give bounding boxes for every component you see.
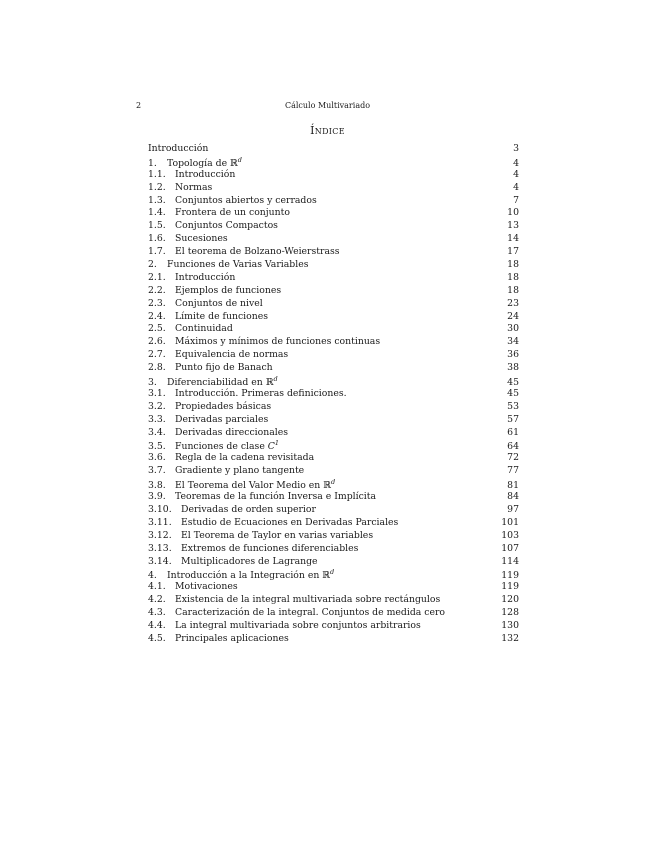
toc-entry-number: 2.2. [148, 284, 166, 296]
toc-entry-superscript: d [330, 568, 335, 577]
toc-entry-title [181, 556, 499, 567]
toc-entry-title [175, 633, 499, 644]
toc-entry[interactable] [148, 414, 519, 427]
toc-entry-page: 53 [507, 400, 519, 412]
toc-entry-title [175, 414, 499, 425]
toc-entry[interactable] [148, 388, 519, 401]
toc-entry-title [175, 478, 499, 491]
toc-entry-title [148, 143, 499, 154]
toc-entry-title [175, 311, 499, 322]
toc-entry-page: 45 [507, 387, 519, 399]
toc-entry-number: 3.14. [148, 555, 172, 567]
toc-entry-page: 24 [507, 310, 519, 322]
toc-entry-number: 3.3. [148, 413, 166, 425]
toc-entry-title-text: Máximos y mínimos de funciones continuas [175, 336, 381, 348]
toc-entry[interactable] [148, 323, 519, 336]
toc-entry-page: 10 [507, 207, 519, 219]
toc-entry-title-text: Multiplicadores de Lagrange [181, 555, 318, 567]
toc-entry[interactable] [148, 182, 519, 195]
toc-entry-page: 101 [501, 516, 519, 528]
toc-entry-page: 13 [507, 220, 519, 232]
toc-entry-title-text: Topología de ℝ [167, 157, 238, 169]
toc-entry-page: 4 [513, 157, 519, 169]
toc-entry-page: 3 [513, 143, 519, 154]
toc-entry-title [175, 233, 499, 244]
toc-entry-title-text: Regla de la cadena revisitada [175, 452, 315, 464]
toc-entry-title [167, 259, 499, 270]
toc-entry-number: 2.1. [148, 271, 166, 283]
toc-entry-superscript: d [330, 478, 336, 487]
toc-entry-title-text: Ejemplos de funciones [175, 284, 282, 296]
toc-entry-title-text: Extremos de funciones diferenciables [181, 542, 359, 554]
toc-entry-page: 4 [513, 168, 519, 180]
toc-entry[interactable] [148, 285, 519, 298]
toc-entry-number: 1.3. [148, 194, 166, 206]
toc-entry-number: 4.5. [148, 632, 166, 644]
toc-entry-title [167, 375, 499, 388]
toc-heading-initial: Í [310, 124, 315, 137]
toc-entry-page: 18 [507, 271, 519, 283]
toc-entry-title [175, 272, 499, 283]
toc-entry[interactable] [148, 311, 519, 324]
toc-entry-title-text: El Teorema del Valor Medio en ℝ [175, 480, 331, 492]
toc-entry-page: 84 [507, 491, 519, 503]
toc-entry-number: 3.13. [148, 542, 172, 554]
toc-entry-number: 3.8. [148, 480, 166, 492]
toc-entry-number: 2.3. [148, 297, 166, 309]
toc-entry-title-text: Sucesiones [175, 233, 228, 245]
toc-entry-number: 4.4. [148, 619, 166, 631]
toc-entry-page: 18 [507, 259, 519, 271]
toc-entry[interactable] [148, 439, 519, 452]
toc-entry-number: 2.5. [148, 323, 166, 335]
toc-entry-title [175, 220, 499, 231]
toc-entry-page: 119 [501, 570, 519, 582]
toc-entry[interactable] [148, 220, 519, 233]
toc-entry-number: 3.10. [148, 503, 172, 515]
toc-entry[interactable] [148, 233, 519, 246]
toc-entry-title-text: Derivadas de orden superior [181, 503, 316, 515]
toc-entry-title [175, 607, 499, 618]
toc-entry-title-text: Principales aplicaciones [175, 632, 289, 644]
toc-entry[interactable] [148, 465, 519, 478]
toc-entry-number: 1. [148, 157, 157, 169]
toc-entry-title-text: Propiedades básicas [175, 400, 272, 412]
toc-entry-number: 1.7. [148, 246, 166, 258]
toc-entry-number: 2.4. [148, 310, 166, 322]
toc-entry-title-text: Conjuntos abiertos y cerrados [175, 194, 317, 206]
toc-entry-number: 1.1. [148, 168, 166, 180]
toc-entry[interactable] [148, 478, 519, 491]
toc-entry-title-text: Caracterización de la integral. Conjuntos de medida cero [175, 607, 446, 619]
toc-entry-page: 17 [507, 246, 519, 258]
toc-entry-title-text: Teoremas de la función Inversa e Implícita [175, 491, 377, 503]
toc-entry-title [175, 594, 499, 605]
toc-entry-number: 3.12. [148, 529, 172, 541]
toc-entry-number: 2.6. [148, 336, 166, 348]
toc-entry-page: 61 [507, 426, 519, 438]
toc-entry-page: 30 [507, 323, 519, 335]
toc-entry-title-text: Existencia de la integral multivariada sobre rectángulos [175, 594, 441, 606]
toc-entry-title-text: Derivadas parciales [175, 413, 269, 425]
toc-entry-title-text: El teorema de Bolzano-Weierstrass [175, 246, 340, 258]
toc-entry[interactable] [148, 401, 519, 414]
toc-entry-title-text: Conjuntos de nivel [175, 297, 263, 309]
toc-entry-number: 1.2. [148, 181, 166, 193]
toc-entry-title-text: Derivadas direccionales [175, 426, 289, 438]
toc-entry-title-text: Funciones de Varias Variables [167, 259, 309, 271]
toc-entry-title-text: Introducción. Primeras definiciones. [175, 387, 347, 399]
toc-entry-title-text: Equivalencia de normas [175, 349, 289, 361]
toc-entry-page: 57 [507, 413, 519, 425]
toc-entry[interactable] [148, 349, 519, 362]
toc-entry[interactable] [148, 246, 519, 259]
toc-entry-page: 45 [507, 377, 519, 389]
toc-entry-page: 97 [507, 503, 519, 515]
toc-entry-title [175, 182, 499, 193]
toc-entry[interactable] [148, 195, 519, 208]
toc-entry[interactable] [148, 169, 519, 182]
toc-entry[interactable] [148, 581, 519, 594]
toc-entry-number: 4. [148, 570, 157, 582]
toc-entry[interactable] [148, 594, 519, 607]
toc-entry-number: 3.7. [148, 465, 166, 477]
toc-entry-title [175, 362, 499, 373]
toc-entry-page: 34 [507, 336, 519, 348]
toc-entry-title [175, 581, 499, 592]
toc-entry-title [175, 169, 499, 180]
toc-entry-page: 64 [507, 441, 519, 453]
toc-entry[interactable] [148, 543, 519, 556]
toc-entry[interactable] [148, 298, 519, 311]
toc-entry-title-text: Estudio de Ecuaciones en Derivadas Parciales [181, 516, 399, 528]
toc-entry[interactable] [148, 156, 519, 169]
toc-entry[interactable] [148, 452, 519, 465]
toc-entry-number: 3.6. [148, 452, 166, 464]
toc-entry-page: 119 [501, 581, 519, 593]
toc-heading-rest: NDICE [314, 127, 345, 136]
toc-entry[interactable] [148, 556, 519, 569]
toc-entry-title [175, 452, 499, 463]
toc-entry-title-text: Diferenciabilidad en ℝ [167, 377, 274, 389]
toc-entry-superscript: d [237, 155, 242, 164]
toc-entry-number: 3. [148, 377, 157, 389]
toc-entry-title-text: Punto fijo de Banach [175, 362, 273, 374]
table-of-contents [148, 143, 519, 646]
toc-entry-page: 23 [507, 297, 519, 309]
toc-entry[interactable] [148, 272, 519, 285]
toc-entry-number: 3.11. [148, 516, 172, 528]
toc-entry[interactable] [148, 375, 519, 388]
toc-entry-title [167, 156, 499, 169]
page-number: 2 [136, 101, 142, 110]
toc-entry-page: 114 [501, 555, 519, 567]
toc-entry-page: 130 [501, 619, 519, 631]
toc-entry-title-text: Conjuntos Compactos [175, 220, 278, 232]
toc-entry-number: 3.5. [148, 441, 166, 453]
toc-entry[interactable] [148, 427, 519, 440]
toc-entry-title [175, 349, 499, 360]
toc-entry-title [175, 285, 499, 296]
toc-entry-number: 1.6. [148, 233, 166, 245]
toc-entry-page: 103 [501, 529, 519, 541]
toc-entry-title [167, 568, 499, 581]
toc-entry-page: 14 [507, 233, 519, 245]
toc-entry-title [175, 195, 499, 206]
toc-entry-title [175, 207, 499, 218]
toc-entry-title [175, 439, 499, 452]
toc-entry-page: 81 [507, 480, 519, 492]
toc-entry-number: 4.3. [148, 607, 166, 619]
toc-entry[interactable] [148, 336, 519, 349]
toc-entry-title [175, 401, 499, 412]
toc-entry-number: 3.1. [148, 387, 166, 399]
toc-entry[interactable] [148, 517, 519, 530]
toc-entry-page: 128 [501, 607, 519, 619]
toc-entry-title-text: Introducción [175, 271, 236, 283]
toc-entry[interactable] [148, 633, 519, 646]
toc-entry-title-text: El Teorema de Taylor en varias variables [181, 529, 374, 541]
toc-entry-number: 1.5. [148, 220, 166, 232]
toc-entry-page: 38 [507, 362, 519, 374]
toc-entry-title-text: Gradiente y plano tangente [175, 465, 305, 477]
toc-entry[interactable] [148, 143, 519, 156]
toc-entry-title-text: Introducción [175, 168, 236, 180]
toc-entry-title [181, 504, 499, 515]
toc-entry-page: 72 [507, 452, 519, 464]
toc-entry-title [175, 246, 499, 257]
toc-entry-page: 7 [513, 194, 519, 206]
toc-entry[interactable] [148, 362, 519, 375]
toc-entry-number: 3.9. [148, 491, 166, 503]
toc-entry-title [175, 491, 499, 502]
toc-entry-page: 107 [501, 542, 519, 554]
toc-entry-title [181, 530, 499, 541]
toc-entry-number: 1.4. [148, 207, 166, 219]
toc-entry[interactable] [148, 259, 519, 272]
toc-entry-page: 18 [507, 284, 519, 296]
toc-entry-number: 2.8. [148, 362, 166, 374]
toc-entry-number: 3.2. [148, 400, 166, 412]
toc-entry-title [175, 336, 499, 347]
toc-entry-number: 4.1. [148, 581, 166, 593]
toc-entry-page: 120 [501, 594, 519, 606]
toc-entry-math: C [267, 441, 275, 453]
toc-entry-title-text: Normas [175, 181, 213, 193]
toc-entry[interactable] [148, 491, 519, 504]
toc-entry-page: 4 [513, 181, 519, 193]
toc-entry-title-text: Introducción a la Integración en ℝ [167, 570, 330, 582]
toc-entry-title-text: Funciones de clase [175, 441, 268, 453]
toc-entry[interactable] [148, 207, 519, 220]
toc-entry-number: 3.4. [148, 426, 166, 438]
toc-entry-superscript: d [273, 375, 278, 384]
toc-entry-page: 36 [507, 349, 519, 361]
toc-entry-title [181, 543, 499, 554]
running-head: Cálculo Multivariado [284, 101, 371, 110]
toc-entry-title-text: Límite de funciones [175, 310, 268, 322]
toc-heading [0, 124, 655, 137]
toc-entry-title [175, 465, 499, 476]
toc-entry-number: 4.2. [148, 594, 166, 606]
toc-entry-number: 2.7. [148, 349, 166, 361]
toc-entry[interactable] [148, 530, 519, 543]
toc-entry-number: 2. [148, 259, 157, 271]
toc-entry-title [175, 298, 499, 309]
toc-entry-title-text: La integral multivariada sobre conjuntos arbitrarios [175, 619, 421, 631]
toc-entry-title-text: Introducción [148, 143, 209, 154]
toc-entry[interactable] [148, 504, 519, 517]
toc-entry-title-text: Motivaciones [175, 581, 238, 593]
toc-entry[interactable] [148, 568, 519, 581]
toc-entry-page: 132 [501, 632, 519, 644]
toc-entry[interactable] [148, 620, 519, 633]
toc-entry-title [175, 427, 499, 438]
toc-entry-page: 77 [507, 465, 519, 477]
toc-entry-title [175, 620, 499, 631]
toc-entry-title [175, 323, 499, 334]
toc-entry-title-text: Frontera de un conjunto [175, 207, 290, 219]
toc-entry-superscript: 1 [274, 439, 280, 448]
toc-entry-title [175, 388, 499, 399]
toc-entry[interactable] [148, 607, 519, 620]
toc-entry-title-text: Continuidad [175, 323, 233, 335]
toc-entry-title [181, 517, 499, 528]
